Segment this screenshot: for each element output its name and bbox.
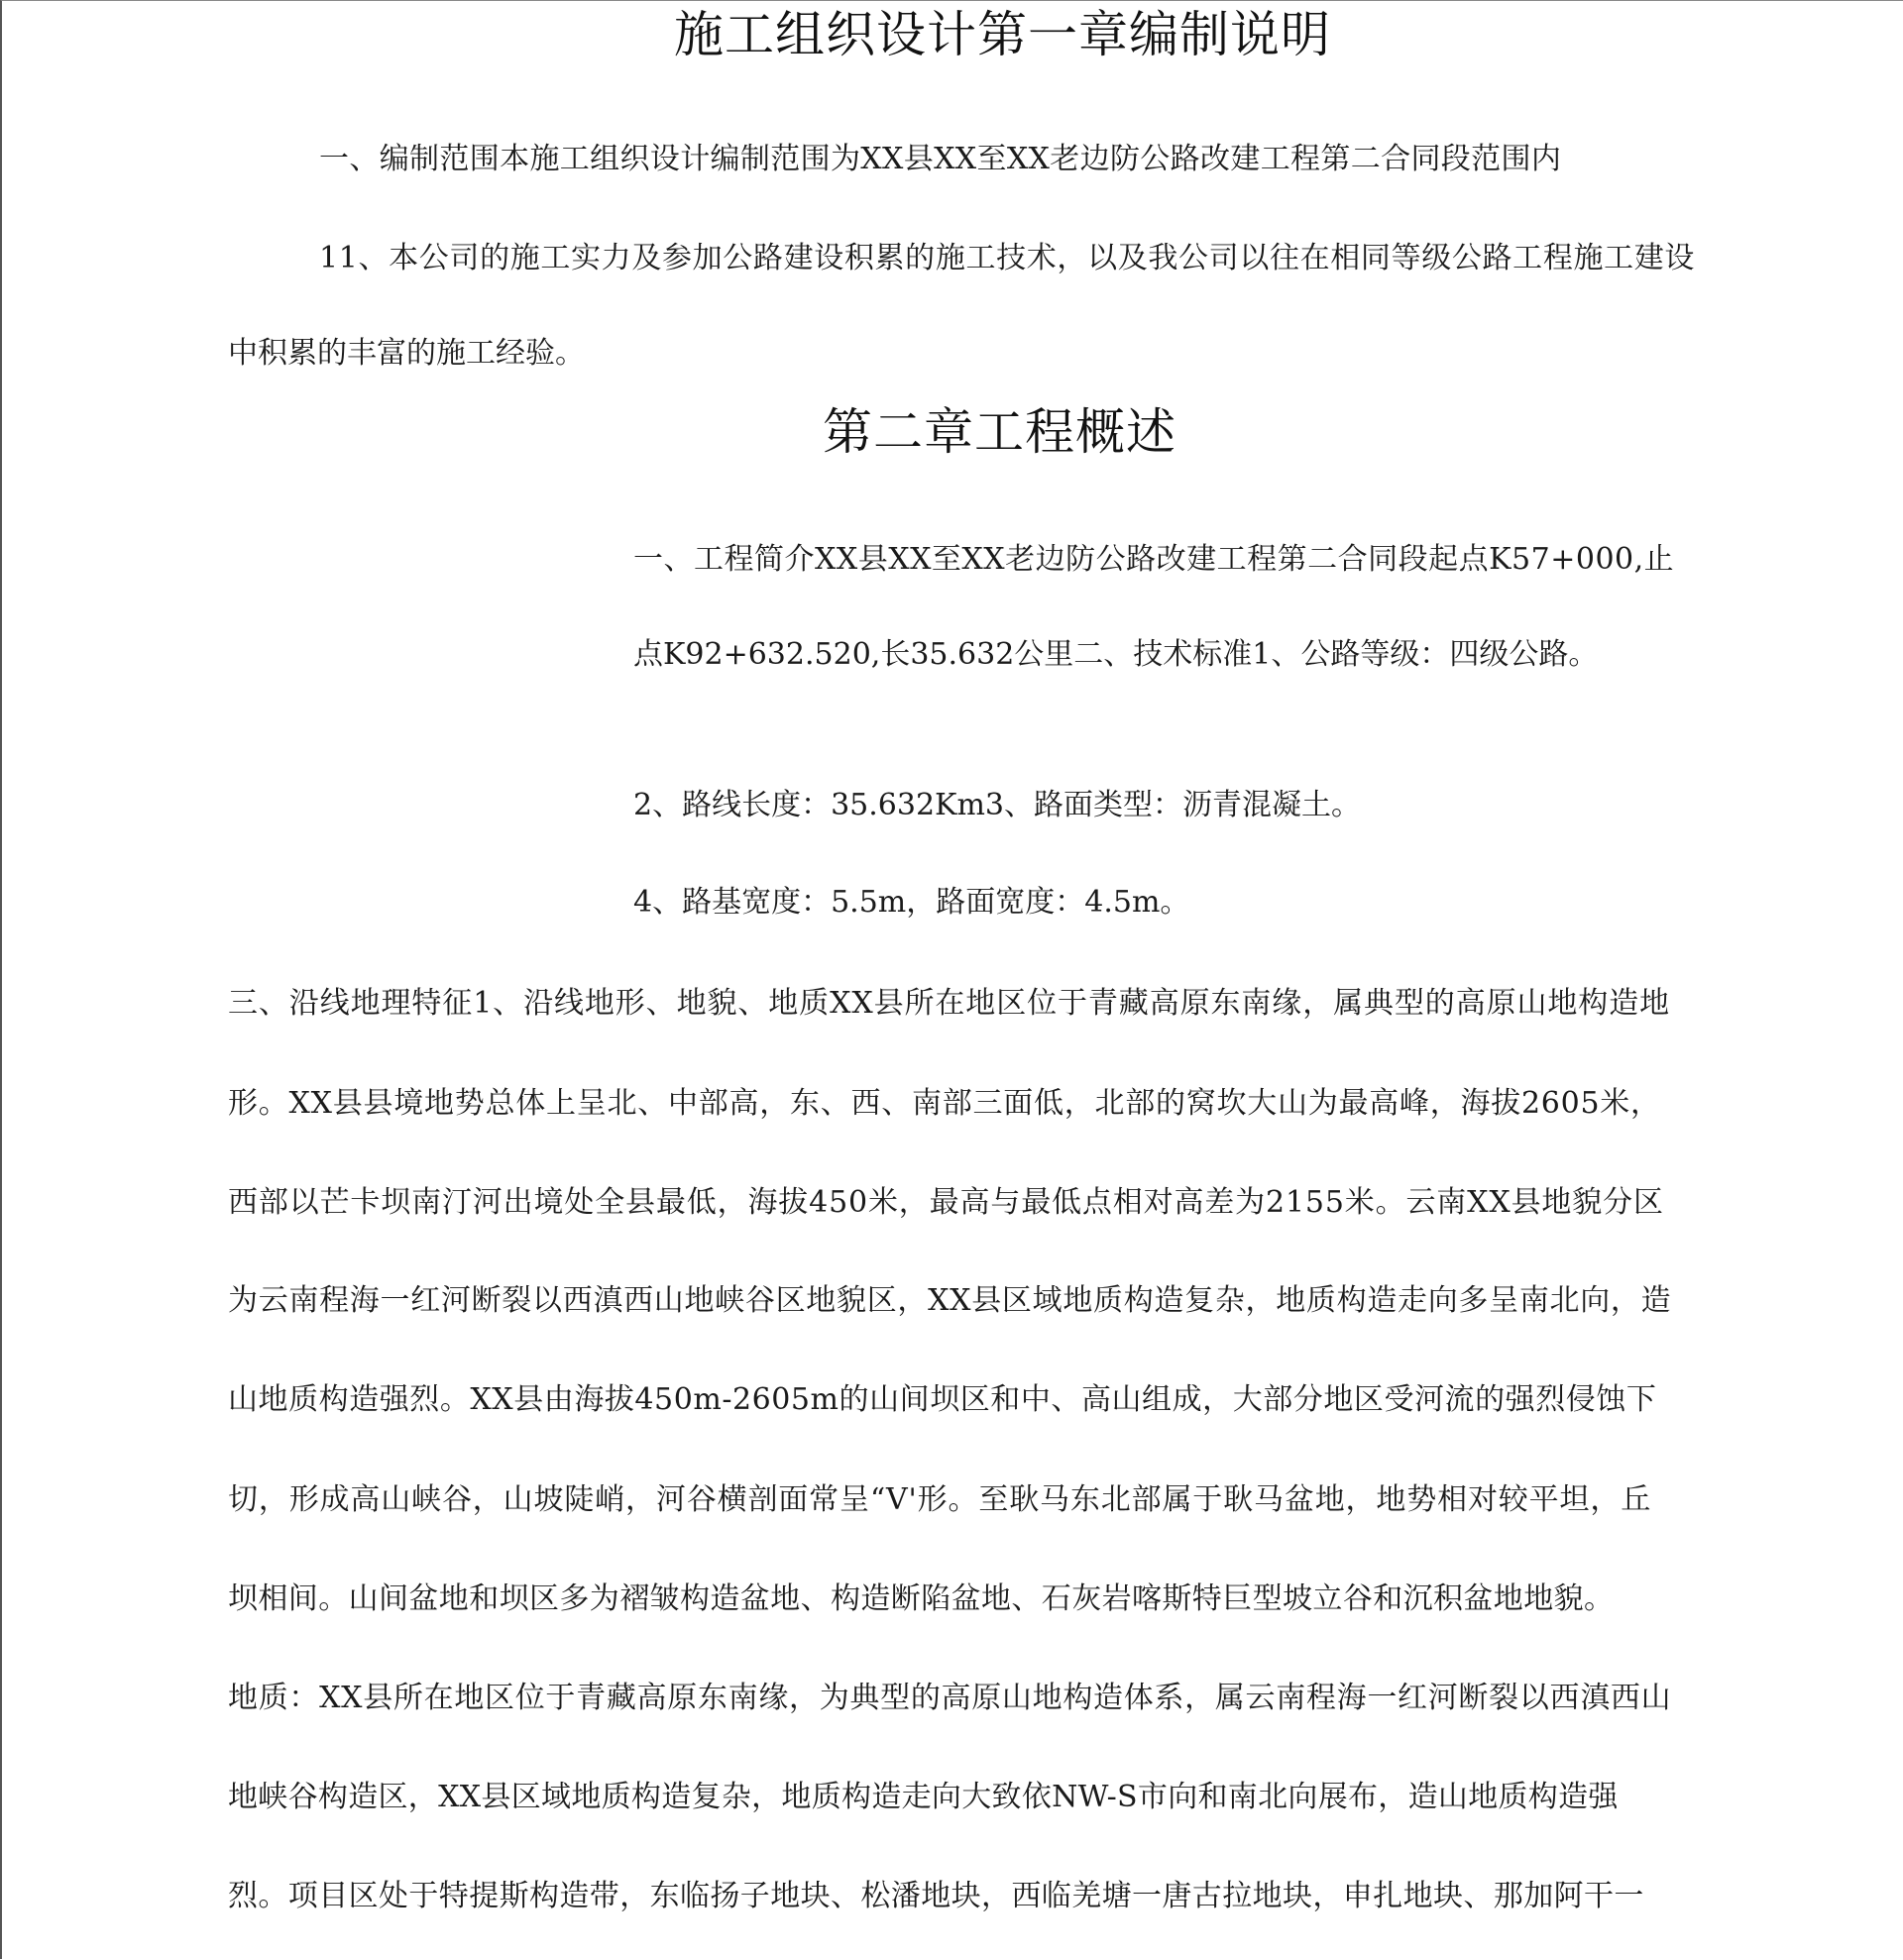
technical-standard-line: 4、路基宽度：5.5m，路面宽度：4.5m。 [633, 885, 1190, 920]
paragraph-line: 一、编制范围本施工组织设计编制范围为XX县XX至XX老边防公路改建工程第二合同段范围内 [319, 142, 1562, 176]
chapter-2-title: 第二章工程概述 [823, 403, 1176, 461]
project-intro-line: 一、工程简介XX县XX至XX老边防公路改建工程第二合同段起点K57+000,止 [633, 542, 1675, 577]
geography-line: 坝相间。山间盆地和坝区多为褶皱构造盆地、构造断陷盆地、石灰岩喀斯特巨型坡立谷和沉积盆地地貌。 [228, 1581, 1615, 1616]
geography-line: 山地质构造强烈。XX县由海拔450m-2605m的山间坝区和中、高山组成，大部分地区受河流的强烈侵蚀下 [228, 1382, 1657, 1417]
paragraph-line: 11、本公司的施工实力及参加公路建设积累的施工技术，以及我公司以往在相同等级公路工程施工建设 [319, 241, 1696, 275]
geography-line: 切，形成高山峡谷，山坡陡峭，河谷横剖面常呈“V'形。至耿马东北部属于耿马盆地，地势相对较平坦，丘 [228, 1482, 1652, 1517]
geology-line: 地质：XX县所在地区位于青藏高原东南缘，为典型的高原山地构造体系，属云南程海一红河断裂以西滇西山 [228, 1681, 1672, 1715]
geography-line: 西部以芒卡坝南汀河出境处全县最低，海拔450米，最高与最低点相对高差为2155米。云南XX县地貌分区 [228, 1185, 1664, 1220]
project-intro-line: 点K92+632.520,长35.632公里二、技术标准1、公路等级：四级公路。 [633, 637, 1599, 672]
geography-line: 三、沿线地理特征1、沿线地形、地貌、地质XX县所在地区位于青藏高原东南缘，属典型的高原山地构造地 [228, 986, 1670, 1021]
chapter-1-title: 施工组织设计第一章编制说明 [674, 6, 1331, 63]
geography-line: 为云南程海一红河断裂以西滇西山地峡谷区地貌区，XX县区域地质构造复杂，地质构造走向多呈南北向，造 [228, 1283, 1672, 1318]
geology-line: 地峡谷构造区，XX县区域地质构造复杂，地质构造走向大致依NW-S市向和南北向展布，造山地质构造强 [228, 1780, 1619, 1814]
paragraph-line: 中积累的丰富的施工经验。 [228, 336, 585, 371]
technical-standard-line: 2、路线长度：35.632Km3、路面类型：沥青混凝土。 [633, 788, 1362, 822]
geography-line: 形。XX县县境地势总体上呈北、中部高，东、西、南部三面低，北部的窝坎大山为最高峰，海拔2605米， [228, 1086, 1661, 1121]
geology-line: 烈。项目区处于特提斯构造带，东临扬子地块、松潘地块，西临羌塘一唐古拉地块，申扎地块、那加阿干一 [228, 1879, 1644, 1913]
